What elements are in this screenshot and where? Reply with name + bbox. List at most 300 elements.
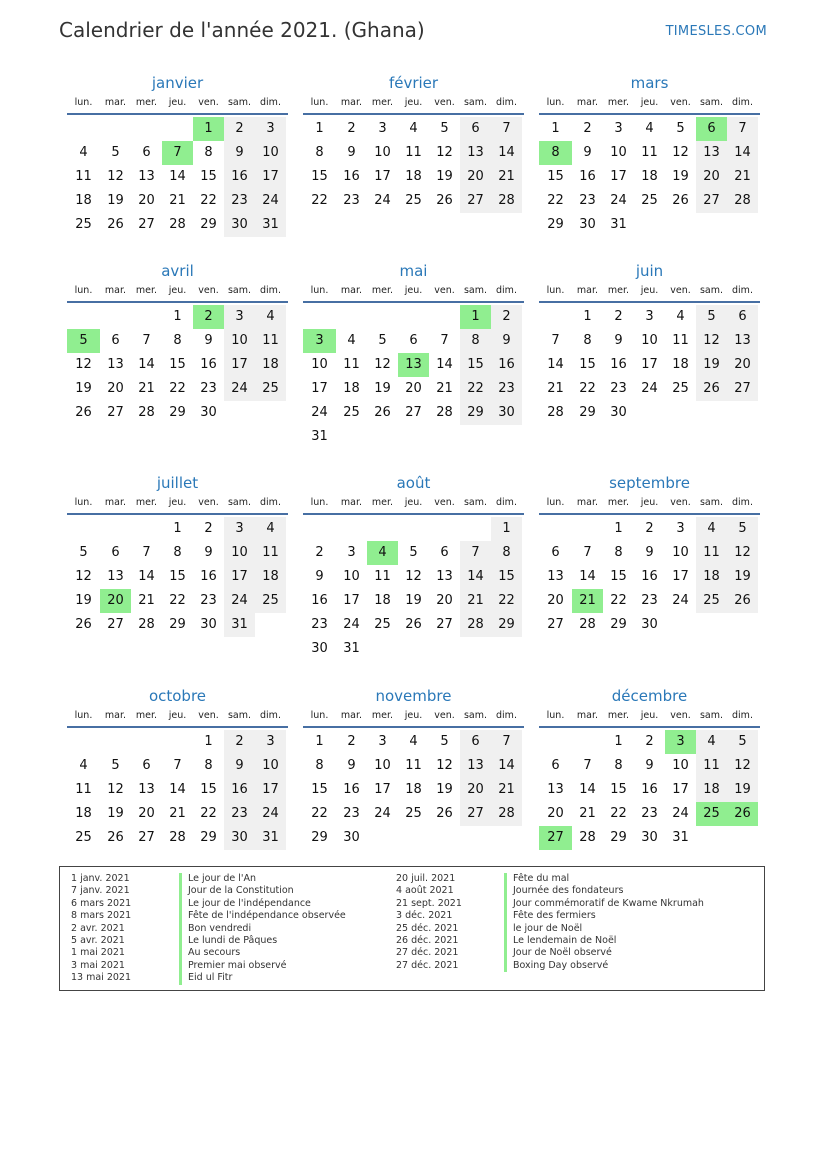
day-cell[interactable]: 4 (367, 541, 398, 565)
day-cell[interactable]: 1 (460, 305, 491, 329)
day-cell[interactable]: 19 (436, 169, 453, 184)
day-cell[interactable]: 28 (547, 405, 564, 420)
day-cell[interactable]: 20 (460, 778, 491, 802)
day-cell[interactable]: 19 (107, 806, 124, 821)
day-cell[interactable]: 11 (374, 569, 391, 584)
day-cell[interactable]: 15 (311, 169, 328, 184)
day-cell[interactable]: 7 (460, 541, 491, 565)
day-cell[interactable]: 9 (645, 545, 654, 560)
day-cell[interactable]: 24 (255, 802, 286, 826)
day-cell[interactable]: 28 (169, 830, 186, 845)
day-cell[interactable]: 28 (169, 217, 186, 232)
day-cell[interactable]: 18 (405, 169, 422, 184)
day-cell[interactable]: 11 (75, 169, 92, 184)
day-cell[interactable]: 23 (224, 802, 255, 826)
day-cell[interactable]: 30 (641, 830, 658, 845)
day-cell[interactable]: 15 (200, 782, 217, 797)
day-cell[interactable]: 28 (579, 830, 596, 845)
day-cell[interactable]: 18 (696, 565, 727, 589)
day-cell[interactable]: 15 (610, 569, 627, 584)
day-cell[interactable]: 11 (696, 754, 727, 778)
day-cell[interactable]: 15 (311, 782, 328, 797)
day-cell[interactable]: 25 (405, 806, 422, 821)
day-cell[interactable]: 8 (204, 145, 213, 160)
day-cell[interactable]: 10 (255, 754, 286, 778)
day-cell[interactable]: 26 (75, 405, 92, 420)
day-cell[interactable]: 23 (200, 593, 217, 608)
day-cell[interactable]: 23 (491, 377, 522, 401)
day-cell[interactable]: 2 (204, 521, 213, 536)
day-cell[interactable]: 28 (579, 617, 596, 632)
day-cell[interactable]: 3 (255, 117, 286, 141)
day-cell[interactable]: 20 (460, 165, 491, 189)
day-cell[interactable]: 26 (436, 193, 453, 208)
day-cell[interactable]: 29 (200, 830, 217, 845)
day-cell[interactable]: 18 (641, 169, 658, 184)
day-cell[interactable]: 3 (224, 305, 255, 329)
day-cell[interactable]: 11 (343, 357, 360, 372)
day-cell[interactable]: 12 (405, 569, 422, 584)
day-cell[interactable]: 14 (579, 782, 596, 797)
day-cell[interactable]: 23 (224, 189, 255, 213)
day-cell[interactable]: 5 (440, 121, 449, 136)
day-cell[interactable]: 18 (343, 381, 360, 396)
day-cell[interactable]: 14 (169, 169, 186, 184)
day-cell[interactable]: 21 (547, 381, 564, 396)
day-cell[interactable]: 20 (100, 589, 131, 613)
day-cell[interactable]: 20 (138, 193, 155, 208)
day-cell[interactable]: 31 (311, 429, 328, 444)
day-cell[interactable]: 19 (727, 778, 758, 802)
day-cell[interactable]: 4 (676, 309, 685, 324)
day-cell[interactable]: 8 (315, 145, 324, 160)
day-cell[interactable]: 9 (204, 545, 213, 560)
day-cell[interactable]: 11 (75, 782, 92, 797)
day-cell[interactable]: 28 (138, 405, 155, 420)
day-cell[interactable]: 5 (67, 329, 100, 353)
day-cell[interactable]: 27 (405, 405, 422, 420)
day-cell[interactable]: 22 (200, 806, 217, 821)
day-cell[interactable]: 27 (436, 617, 453, 632)
day-cell[interactable]: 9 (614, 333, 623, 348)
day-cell[interactable]: 29 (547, 217, 564, 232)
day-cell[interactable]: 21 (169, 193, 186, 208)
day-cell[interactable]: 4 (79, 145, 88, 160)
day-cell[interactable]: 28 (460, 613, 491, 637)
day-cell[interactable]: 16 (610, 357, 627, 372)
day-cell[interactable]: 13 (460, 754, 491, 778)
day-cell[interactable]: 1 (204, 734, 213, 749)
day-cell[interactable]: 25 (255, 377, 286, 401)
day-cell[interactable]: 22 (610, 806, 627, 821)
day-cell[interactable]: 23 (343, 193, 360, 208)
day-cell[interactable]: 18 (405, 782, 422, 797)
day-cell[interactable]: 29 (460, 401, 491, 425)
day-cell[interactable]: 23 (311, 617, 328, 632)
day-cell[interactable]: 6 (440, 545, 449, 560)
day-cell[interactable]: 8 (460, 329, 491, 353)
day-cell[interactable]: 3 (614, 121, 623, 136)
day-cell[interactable]: 25 (405, 193, 422, 208)
day-cell[interactable]: 2 (193, 305, 224, 329)
day-cell[interactable]: 26 (696, 377, 727, 401)
day-cell[interactable]: 23 (610, 381, 627, 396)
day-cell[interactable]: 21 (572, 589, 603, 613)
day-cell[interactable]: 12 (107, 782, 124, 797)
day-cell[interactable]: 19 (75, 381, 92, 396)
day-cell[interactable]: 1 (315, 734, 324, 749)
day-cell[interactable]: 25 (255, 589, 286, 613)
day-cell[interactable]: 12 (727, 541, 758, 565)
day-cell[interactable]: 20 (547, 593, 564, 608)
day-cell[interactable]: 4 (255, 305, 286, 329)
day-cell[interactable]: 10 (374, 758, 391, 773)
day-cell[interactable]: 24 (224, 589, 255, 613)
day-cell[interactable]: 5 (111, 145, 120, 160)
day-cell[interactable]: 3 (255, 730, 286, 754)
day-cell[interactable]: 19 (727, 565, 758, 589)
day-cell[interactable]: 4 (79, 758, 88, 773)
day-cell[interactable]: 16 (579, 169, 596, 184)
day-cell[interactable]: 20 (138, 806, 155, 821)
day-cell[interactable]: 12 (727, 754, 758, 778)
day-cell[interactable]: 31 (343, 641, 360, 656)
day-cell[interactable]: 25 (641, 193, 658, 208)
day-cell[interactable]: 12 (374, 357, 391, 372)
day-cell[interactable]: 14 (491, 754, 522, 778)
day-cell[interactable]: 1 (614, 521, 623, 536)
day-cell[interactable]: 26 (727, 802, 758, 826)
day-cell[interactable]: 21 (491, 165, 522, 189)
day-cell[interactable]: 1 (173, 309, 182, 324)
day-cell[interactable]: 16 (200, 569, 217, 584)
day-cell[interactable]: 12 (436, 145, 453, 160)
day-cell[interactable]: 14 (460, 565, 491, 589)
day-cell[interactable]: 30 (579, 217, 596, 232)
day-cell[interactable]: 17 (374, 782, 391, 797)
day-cell[interactable]: 24 (374, 806, 391, 821)
day-cell[interactable]: 17 (255, 165, 286, 189)
day-cell[interactable]: 14 (727, 141, 758, 165)
day-cell[interactable]: 4 (696, 517, 727, 541)
brand-link[interactable]: TIMESLES.COM (665, 24, 767, 39)
day-cell[interactable]: 22 (579, 381, 596, 396)
day-cell[interactable]: 7 (551, 333, 560, 348)
day-cell[interactable]: 18 (255, 353, 286, 377)
day-cell[interactable]: 7 (440, 333, 449, 348)
day-cell[interactable]: 26 (75, 617, 92, 632)
day-cell[interactable]: 5 (79, 545, 88, 560)
day-cell[interactable]: 29 (169, 617, 186, 632)
day-cell[interactable]: 11 (255, 541, 286, 565)
day-cell[interactable]: 19 (107, 193, 124, 208)
day-cell[interactable]: 1 (614, 734, 623, 749)
day-cell[interactable]: 5 (378, 333, 387, 348)
day-cell[interactable]: 9 (583, 145, 592, 160)
day-cell[interactable]: 16 (641, 569, 658, 584)
day-cell[interactable]: 13 (460, 141, 491, 165)
day-cell[interactable]: 23 (200, 381, 217, 396)
day-cell[interactable]: 23 (343, 806, 360, 821)
day-cell[interactable]: 10 (641, 333, 658, 348)
day-cell[interactable]: 10 (255, 141, 286, 165)
day-cell[interactable]: 7 (727, 117, 758, 141)
day-cell[interactable]: 3 (347, 545, 356, 560)
day-cell[interactable]: 13 (398, 353, 429, 377)
day-cell[interactable]: 7 (142, 333, 151, 348)
day-cell[interactable]: 10 (311, 357, 328, 372)
day-cell[interactable]: 22 (200, 193, 217, 208)
day-cell[interactable]: 6 (696, 117, 727, 141)
day-cell[interactable]: 6 (142, 758, 151, 773)
day-cell[interactable]: 8 (614, 545, 623, 560)
day-cell[interactable]: 3 (378, 734, 387, 749)
day-cell[interactable]: 7 (162, 141, 193, 165)
day-cell[interactable]: 15 (547, 169, 564, 184)
day-cell[interactable]: 29 (579, 405, 596, 420)
day-cell[interactable]: 5 (409, 545, 418, 560)
day-cell[interactable]: 6 (409, 333, 418, 348)
day-cell[interactable]: 22 (491, 589, 522, 613)
day-cell[interactable]: 1 (551, 121, 560, 136)
day-cell[interactable]: 22 (169, 381, 186, 396)
day-cell[interactable]: 28 (727, 189, 758, 213)
day-cell[interactable]: 9 (315, 569, 324, 584)
day-cell[interactable]: 11 (405, 145, 422, 160)
day-cell[interactable]: 18 (75, 193, 92, 208)
day-cell[interactable]: 23 (641, 806, 658, 821)
day-cell[interactable]: 7 (583, 545, 592, 560)
day-cell[interactable]: 12 (75, 569, 92, 584)
day-cell[interactable]: 22 (311, 806, 328, 821)
day-cell[interactable]: 6 (460, 730, 491, 754)
day-cell[interactable]: 14 (169, 782, 186, 797)
day-cell[interactable]: 27 (539, 826, 572, 850)
day-cell[interactable]: 3 (645, 309, 654, 324)
day-cell[interactable]: 8 (614, 758, 623, 773)
day-cell[interactable]: 17 (610, 169, 627, 184)
day-cell[interactable]: 19 (436, 782, 453, 797)
day-cell[interactable]: 9 (224, 141, 255, 165)
day-cell[interactable]: 7 (491, 117, 522, 141)
day-cell[interactable]: 26 (107, 217, 124, 232)
day-cell[interactable]: 17 (255, 778, 286, 802)
day-cell[interactable]: 25 (343, 405, 360, 420)
day-cell[interactable]: 15 (579, 357, 596, 372)
day-cell[interactable]: 17 (311, 381, 328, 396)
day-cell[interactable]: 4 (645, 121, 654, 136)
day-cell[interactable]: 3 (303, 329, 336, 353)
day-cell[interactable]: 11 (405, 758, 422, 773)
day-cell[interactable]: 26 (672, 193, 689, 208)
day-cell[interactable]: 14 (491, 141, 522, 165)
day-cell[interactable]: 1 (193, 117, 224, 141)
day-cell[interactable]: 9 (204, 333, 213, 348)
day-cell[interactable]: 26 (374, 405, 391, 420)
day-cell[interactable]: 10 (672, 758, 689, 773)
day-cell[interactable]: 21 (436, 381, 453, 396)
day-cell[interactable]: 4 (409, 121, 418, 136)
day-cell[interactable]: 29 (610, 617, 627, 632)
day-cell[interactable]: 24 (224, 377, 255, 401)
day-cell[interactable]: 12 (672, 145, 689, 160)
day-cell[interactable]: 16 (224, 165, 255, 189)
day-cell[interactable]: 25 (696, 589, 727, 613)
day-cell[interactable]: 9 (491, 329, 522, 353)
day-cell[interactable]: 12 (436, 758, 453, 773)
day-cell[interactable]: 7 (583, 758, 592, 773)
day-cell[interactable]: 13 (696, 141, 727, 165)
day-cell[interactable]: 11 (696, 541, 727, 565)
day-cell[interactable]: 1 (583, 309, 592, 324)
day-cell[interactable]: 29 (169, 405, 186, 420)
day-cell[interactable]: 8 (583, 333, 592, 348)
day-cell[interactable]: 25 (374, 617, 391, 632)
day-cell[interactable]: 23 (579, 193, 596, 208)
day-cell[interactable]: 27 (727, 377, 758, 401)
day-cell[interactable]: 5 (727, 730, 758, 754)
day-cell[interactable]: 5 (111, 758, 120, 773)
day-cell[interactable]: 12 (75, 357, 92, 372)
day-cell[interactable]: 17 (641, 357, 658, 372)
day-cell[interactable]: 28 (491, 802, 522, 826)
day-cell[interactable]: 31 (610, 217, 627, 232)
day-cell[interactable]: 27 (460, 189, 491, 213)
day-cell[interactable]: 4 (409, 734, 418, 749)
day-cell[interactable]: 10 (224, 541, 255, 565)
day-cell[interactable]: 1 (173, 521, 182, 536)
day-cell[interactable]: 6 (142, 145, 151, 160)
day-cell[interactable]: 15 (169, 569, 186, 584)
day-cell[interactable]: 19 (75, 593, 92, 608)
day-cell[interactable]: 27 (696, 189, 727, 213)
day-cell[interactable]: 2 (645, 521, 654, 536)
day-cell[interactable]: 5 (676, 121, 685, 136)
day-cell[interactable]: 6 (111, 545, 120, 560)
day-cell[interactable]: 10 (224, 329, 255, 353)
day-cell[interactable]: 10 (672, 545, 689, 560)
day-cell[interactable]: 18 (75, 806, 92, 821)
day-cell[interactable]: 21 (169, 806, 186, 821)
day-cell[interactable]: 13 (138, 782, 155, 797)
day-cell[interactable]: 20 (405, 381, 422, 396)
day-cell[interactable]: 27 (107, 405, 124, 420)
day-cell[interactable]: 24 (610, 193, 627, 208)
day-cell[interactable]: 17 (224, 565, 255, 589)
day-cell[interactable]: 4 (255, 517, 286, 541)
day-cell[interactable]: 27 (107, 617, 124, 632)
day-cell[interactable]: 31 (672, 830, 689, 845)
day-cell[interactable]: 6 (727, 305, 758, 329)
day-cell[interactable]: 17 (224, 353, 255, 377)
day-cell[interactable]: 21 (460, 589, 491, 613)
day-cell[interactable]: 31 (255, 826, 286, 850)
day-cell[interactable]: 11 (255, 329, 286, 353)
day-cell[interactable]: 22 (547, 193, 564, 208)
day-cell[interactable]: 26 (727, 589, 758, 613)
day-cell[interactable]: 10 (343, 569, 360, 584)
day-cell[interactable]: 8 (173, 333, 182, 348)
day-cell[interactable]: 13 (727, 329, 758, 353)
day-cell[interactable]: 14 (579, 569, 596, 584)
day-cell[interactable]: 30 (200, 405, 217, 420)
day-cell[interactable]: 12 (107, 169, 124, 184)
day-cell[interactable]: 21 (138, 593, 155, 608)
day-cell[interactable]: 30 (224, 213, 255, 237)
day-cell[interactable]: 22 (169, 593, 186, 608)
day-cell[interactable]: 21 (579, 806, 596, 821)
day-cell[interactable]: 24 (374, 193, 391, 208)
day-cell[interactable]: 15 (169, 357, 186, 372)
day-cell[interactable]: 16 (491, 353, 522, 377)
day-cell[interactable]: 24 (672, 593, 689, 608)
day-cell[interactable]: 21 (491, 778, 522, 802)
day-cell[interactable]: 29 (311, 830, 328, 845)
day-cell[interactable]: 21 (138, 381, 155, 396)
day-cell[interactable]: 16 (200, 357, 217, 372)
day-cell[interactable]: 16 (311, 593, 328, 608)
day-cell[interactable]: 2 (614, 309, 623, 324)
day-cell[interactable]: 16 (343, 782, 360, 797)
day-cell[interactable]: 6 (551, 758, 560, 773)
day-cell[interactable]: 17 (672, 782, 689, 797)
day-cell[interactable]: 25 (75, 830, 92, 845)
day-cell[interactable]: 16 (343, 169, 360, 184)
day-cell[interactable]: 6 (460, 117, 491, 141)
day-cell[interactable]: 3 (676, 521, 685, 536)
day-cell[interactable]: 5 (727, 517, 758, 541)
day-cell[interactable]: 31 (224, 613, 255, 637)
day-cell[interactable]: 10 (610, 145, 627, 160)
day-cell[interactable]: 9 (347, 758, 356, 773)
day-cell[interactable]: 30 (311, 641, 328, 656)
day-cell[interactable]: 15 (610, 782, 627, 797)
day-cell[interactable]: 19 (405, 593, 422, 608)
day-cell[interactable]: 29 (610, 830, 627, 845)
day-cell[interactable]: 22 (311, 193, 328, 208)
day-cell[interactable]: 18 (672, 357, 689, 372)
day-cell[interactable]: 2 (224, 730, 255, 754)
day-cell[interactable]: 2 (583, 121, 592, 136)
day-cell[interactable]: 21 (727, 165, 758, 189)
day-cell[interactable]: 17 (343, 593, 360, 608)
day-cell[interactable]: 31 (255, 213, 286, 237)
day-cell[interactable]: 14 (436, 357, 453, 372)
day-cell[interactable]: 17 (672, 569, 689, 584)
day-cell[interactable]: 8 (173, 545, 182, 560)
day-cell[interactable]: 25 (75, 217, 92, 232)
day-cell[interactable]: 4 (696, 730, 727, 754)
day-cell[interactable]: 30 (343, 830, 360, 845)
day-cell[interactable]: 9 (645, 758, 654, 773)
day-cell[interactable]: 6 (551, 545, 560, 560)
day-cell[interactable]: 15 (460, 353, 491, 377)
day-cell[interactable]: 28 (436, 405, 453, 420)
day-cell[interactable]: 5 (440, 734, 449, 749)
day-cell[interactable]: 22 (610, 593, 627, 608)
day-cell[interactable]: 24 (672, 806, 689, 821)
day-cell[interactable]: 19 (672, 169, 689, 184)
day-cell[interactable]: 20 (547, 806, 564, 821)
day-cell[interactable]: 18 (255, 565, 286, 589)
day-cell[interactable]: 30 (641, 617, 658, 632)
day-cell[interactable]: 8 (491, 541, 522, 565)
day-cell[interactable]: 30 (491, 401, 522, 425)
day-cell[interactable]: 30 (224, 826, 255, 850)
day-cell[interactable]: 16 (224, 778, 255, 802)
day-cell[interactable]: 29 (200, 217, 217, 232)
day-cell[interactable]: 25 (696, 802, 727, 826)
